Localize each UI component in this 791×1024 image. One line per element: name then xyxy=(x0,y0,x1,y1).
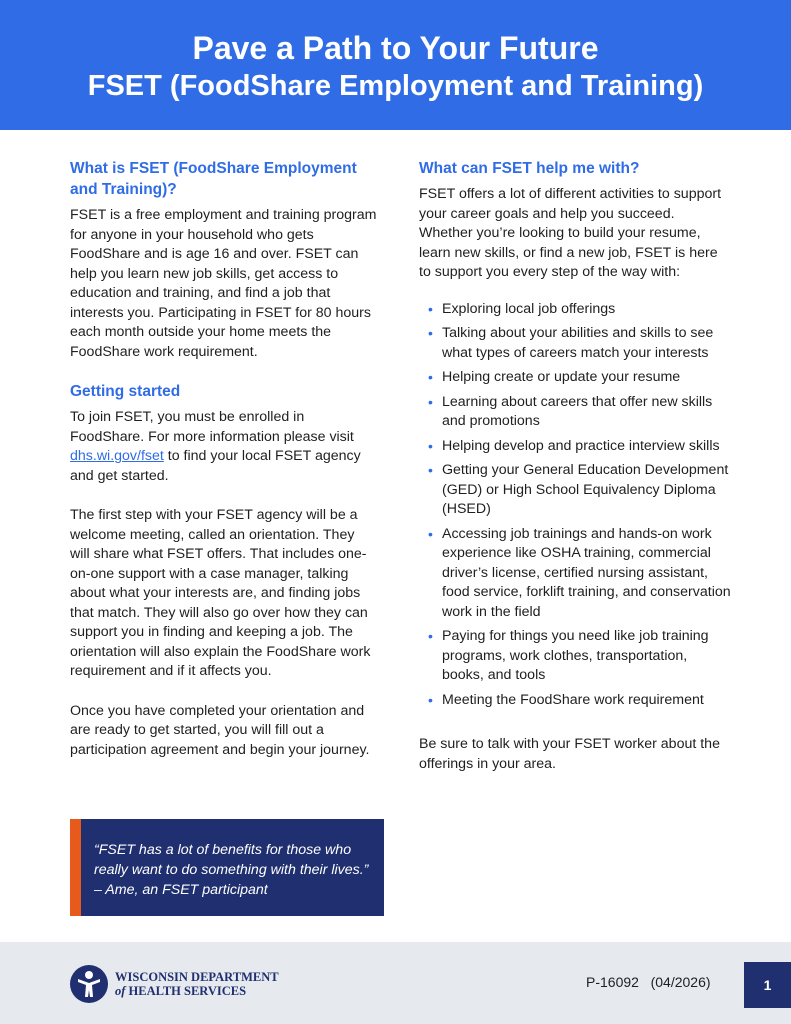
person-emblem-icon xyxy=(69,964,109,1004)
what-is-fset-text: FSET is a free employment and training program for anyone in your household who gets FoodShare and is age 16 and over. FSET can help you learn new job skills, get access to education and training, and find a job that interests you. Participating in FSET for 80 hours each month outside your home meets the FoodShare work requirement. xyxy=(70,207,377,360)
what-is-fset-heading: What is FSET (FoodShare Employment and Training)? xyxy=(70,160,357,198)
list-item: • Paying for things you need like job training programs, work clothes, transportation, books, and tools xyxy=(428,628,709,683)
getting-started-paragraph-2: The first step with your FSET agency will be a welcome meeting, called an orientation. They will share what FSET offers. That includes one-on-one support with a case manager, talking about what your interests are, and finding jobs that match. They will also go over how they can support you in finding and keeping a job. The orientation will also explain the FoodShare work requirement and if it affects you. xyxy=(70,507,371,679)
list-item: • Learning about careers that offer new skills and promotions xyxy=(428,393,713,429)
fset-help-intro: FSET offers a lot of different activities to support your career goals and help you succeed. Whether you’re looking to build your resume, learn new skills, or find a new job, FSET is here to support you every step of the way with: xyxy=(419,186,722,280)
bullet-icon: • xyxy=(428,369,433,385)
list-item: • Talking about your abilities and skills to see what types of careers match your interests xyxy=(428,325,714,361)
fset-help-heading: What can FSET help me with? xyxy=(419,160,640,177)
page-subtitle: FSET (FoodShare Employment and Training) xyxy=(87,70,704,102)
list-item: • Meeting the FoodShare work requirement xyxy=(419,691,731,711)
fset-help-list xyxy=(419,300,731,711)
left-column xyxy=(70,158,378,760)
page-header xyxy=(0,0,791,130)
publication-code: P-16092 (04/2026) xyxy=(586,974,711,990)
getting-started-paragraph-1 xyxy=(70,408,378,486)
getting-started-text-after-link: to find your local FSET agency and get started. xyxy=(70,448,361,484)
bullet-icon: • xyxy=(428,462,433,478)
dhs-logo xyxy=(69,962,279,1006)
list-item: • Exploring local job offerings xyxy=(419,300,731,320)
right-column xyxy=(419,158,731,774)
dhs-logo-text: WISCONSIN DEPARTMENT of HEALTH SERVICES xyxy=(115,970,279,998)
getting-started-paragraph-3: Once you have completed your orientation and are ready to get started, you will fill out a participation agreement and begin your journey. xyxy=(70,702,370,758)
quote-accent-bar xyxy=(70,819,81,916)
getting-started-text-before-link: To join FSET, you must be enrolled in FoodShare. For more information please visit xyxy=(70,409,354,445)
list-item: • Accessing job trainings and hands-on work experience like OSHA training, commercial driver’s license, certified nursing assistant, food service, forklift training, and conservation work in the field xyxy=(428,525,731,620)
bullet-icon: • xyxy=(428,628,433,644)
list-item: • Getting your General Education Development (GED) or High School Equivalency Diploma (HSED) xyxy=(428,462,729,517)
bullet-icon: • xyxy=(428,300,433,317)
bullet-icon: • xyxy=(428,393,433,410)
testimonial-quote-text: “FSET has a lot of benefits for those who really want to do something with their lives.” – Ame, an FSET participant xyxy=(94,842,369,898)
bullet-icon: • xyxy=(428,525,433,542)
page-title: Pave a Path to Your Future xyxy=(192,30,599,66)
closing-text: Be sure to talk with your FSET worker about the offerings in your area. xyxy=(419,736,720,772)
page-footer xyxy=(0,942,791,1024)
page-number: 1 xyxy=(744,962,791,1008)
list-item: • Helping create or update your resume xyxy=(419,368,731,388)
list-item: • Helping develop and practice interview skills xyxy=(419,437,731,457)
bullet-icon: • xyxy=(428,691,433,708)
testimonial-quote-box xyxy=(70,819,384,916)
getting-started-heading: Getting started xyxy=(70,383,181,400)
fset-website-link[interactable]: dhs.wi.gov/fset xyxy=(70,448,164,464)
bullet-icon: • xyxy=(428,437,433,454)
bullet-icon: • xyxy=(428,325,433,341)
